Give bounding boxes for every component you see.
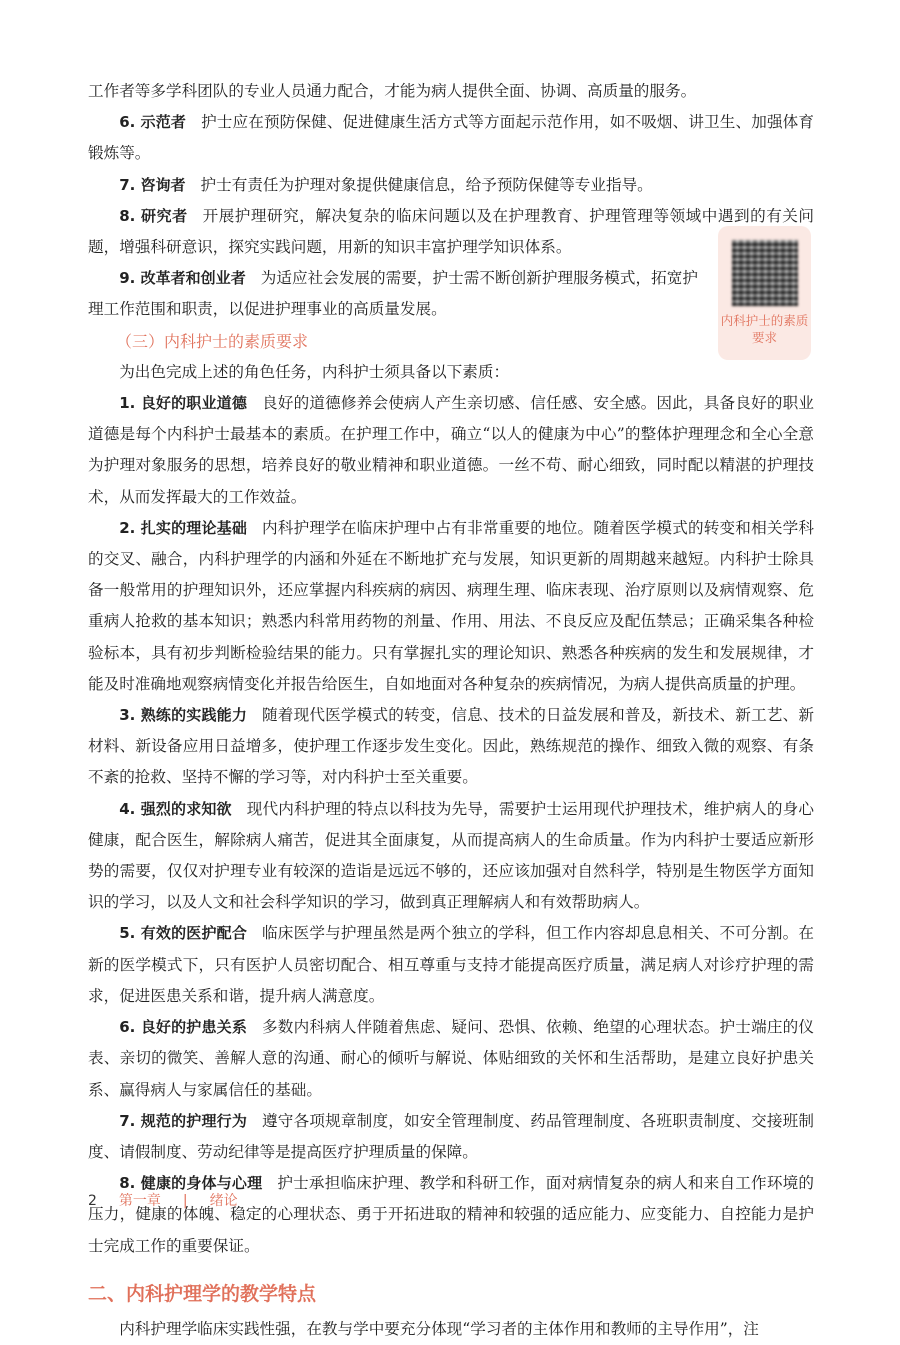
quality-1: 1. 良好的职业道德 良好的道德修养会使病人产生亲切感、信任感、安全感。因此，具备良好的职业道德是每个内科护士最基本的素质。在护理工作中，确立“以人的健康为中心”的整体护理理念和全心全意为护理对象服务的思想，培养良好的敬业精神和职业道德。一丝不苟、耐心细致，同时配以精湛的护理技术，从而发挥最大的工作效益。 — [88, 394, 814, 506]
qr-code-icon[interactable] — [732, 240, 798, 306]
quality-3: 3. 熟练的实践能力 随着现代医学模式的转变，信息、技术的日益发展和普及，新技术、新工艺、新材料、新设备应用日益增多，使护理工作逐步发生变化。因此，熟练规范的操作、细致入微的观察、有条不紊的抢救、坚持不懈的学习等，对内科护士至关重要。 — [88, 706, 814, 787]
section-heading: 二、内科护理学的教学特点 — [88, 1282, 317, 1305]
chapter-title: 绪论 — [209, 1193, 238, 1209]
term-label: 9. 改革者和创业者 — [119, 269, 246, 288]
footer-separator: | — [182, 1193, 188, 1209]
quality-8: 8. 健康的身体与心理 护士承担临床护理、教学和科研工作，面对病情复杂的病人和来自工作环境的压力，健康的体魄、稳定的心理状态、勇于开拓进取的精神和较强的适应能力、应变能力、自控能力是护士完成工作的重要保证。 — [88, 1174, 814, 1255]
quality-4: 4. 强烈的求知欲 现代内科护理的特点以科技为先导，需要护士运用现代护理技术，维护病人的身心健康，配合医生，解除病人痛苦，促进其全面康复，从而提高病人的生命质量。作为内科护士要适应新形势的需要，仅仅对护理专业有较深的造诣是远远不够的，还应该加强对自然科学，特别是生物医学方面知识的学习，以及人文和社会科学知识的学习，做到真正理解病人和有效帮助病人。 — [88, 799, 814, 912]
intro-text: 为出色完成上述的角色任务，内科护士须具备以下素质： — [119, 362, 510, 381]
role-exemplar: 6. 示范者 护士应在预防保健、促进健康生活方式等方面起示范作用，如不吸烟、讲卫生、加强体育锻炼等。 — [88, 113, 814, 163]
term-label: 5. 有效的医护配合 — [119, 924, 248, 943]
quality-6: 6. 良好的护患关系 多数内科病人伴随着焦虑、疑问、恐惧、依赖、绝望的心理状态。护士端庄的仪表、亲切的微笑、善解人意的沟通、耐心的倾听与解说、体贴细致的关怀和生活帮助，是建立良好护患关系、赢得病人与家属信任的基础。 — [88, 1018, 814, 1099]
page-number: 2 — [88, 1193, 97, 1209]
term-label: 3. 熟练的实践能力 — [119, 706, 248, 725]
qr-caption: 内科护士的素质要求 — [720, 313, 809, 345]
term-label: 6. 良好的护患关系 — [119, 1018, 248, 1037]
page-content — [88, 76, 814, 1345]
term-label: 6. 示范者 — [119, 113, 187, 132]
term-label: 8. 健康的身体与心理 — [119, 1174, 263, 1193]
chapter-label: 第一章 — [118, 1193, 161, 1209]
page-footer — [88, 1190, 238, 1210]
qr-code-card[interactable] — [718, 226, 811, 360]
term-label: 8. 研究者 — [119, 206, 188, 225]
term-label: 4. 强烈的求知欲 — [119, 799, 232, 818]
quality-2: 2. 扎实的理论基础 内科护理学在临床护理中占有非常重要的地位。随着医学模式的转变和相关学科的交叉、融合，内科护理学的内涵和外延在不断地扩充与发展，知识更新的周期越来越短。内科护士除具备一般常用的护理知识外，还应掌握内科疾病的病因、病理生理、临床表现、治疗原则以及病情观察、危重病人抢救的基本知识；熟悉内科常用药物的剂量、作用、用法、不良反应及配伍禁忌；正确采集各种检验标本，具有初步判断检验结果的能力。只有掌握扎实的理论知识、熟悉各种疾病的发生和发展规律，才能及时准确地观察病情变化并报告给医生，自如地面对各种复杂的疾病情况，为病人提供高质量的护理。 — [88, 518, 814, 693]
term-label: 1. 良好的职业道德 — [119, 394, 248, 413]
quality-5: 5. 有效的医护配合 临床医学与护理虽然是两个独立的学科，但工作内容却息息相关、不可分割。在新的医学模式下，只有医护人员密切配合、相互尊重与支持才能提高医疗质量，满足病人对诊疗护理的需求，促进医患关系和谐，提升病人满意度。 — [88, 924, 814, 1005]
role-consultant: 7. 咨询者 护士有责任为护理对象提供健康信息，给予预防保健等专业指导。 — [119, 175, 653, 194]
section-text: 内科护理学临床实践性强，在教与学中要充分体现“学习者的主体作用和教师的主导作用”，注 — [119, 1319, 759, 1338]
paragraph-continuation: 工作者等多学科团队的专业人员通力配合，才能为病人提供全面、协调、高质量的服务。 — [88, 82, 697, 100]
role-researcher: 8. 研究者 开展护理研究，解决复杂的临床问题以及在护理教育、护理管理等领域中遇到的有关问题，增强科研意识，探究实践问题，用新的知识丰富护理学知识体系。 — [88, 206, 814, 257]
term-label: 7. 规范的护理行为 — [119, 1111, 248, 1130]
term-label: 7. 咨询者 — [119, 175, 186, 194]
subsection-heading: （三）内科护士的素质要求 — [116, 331, 309, 351]
quality-7: 7. 规范的护理行为 遵守各项规章制度，如安全管理制度、药品管理制度、各班职责制度、交接班制度、请假制度、劳动纪律等是提高医疗护理质量的保障。 — [88, 1111, 814, 1161]
term-label: 2. 扎实的理论基础 — [119, 518, 248, 537]
role-reformer: 9. 改革者和创业者 为适应社会发展的需要，护士需不断创新护理服务模式，拓宽护理工作范围和职责，以促进护理事业的高质量发展。 — [88, 269, 698, 319]
